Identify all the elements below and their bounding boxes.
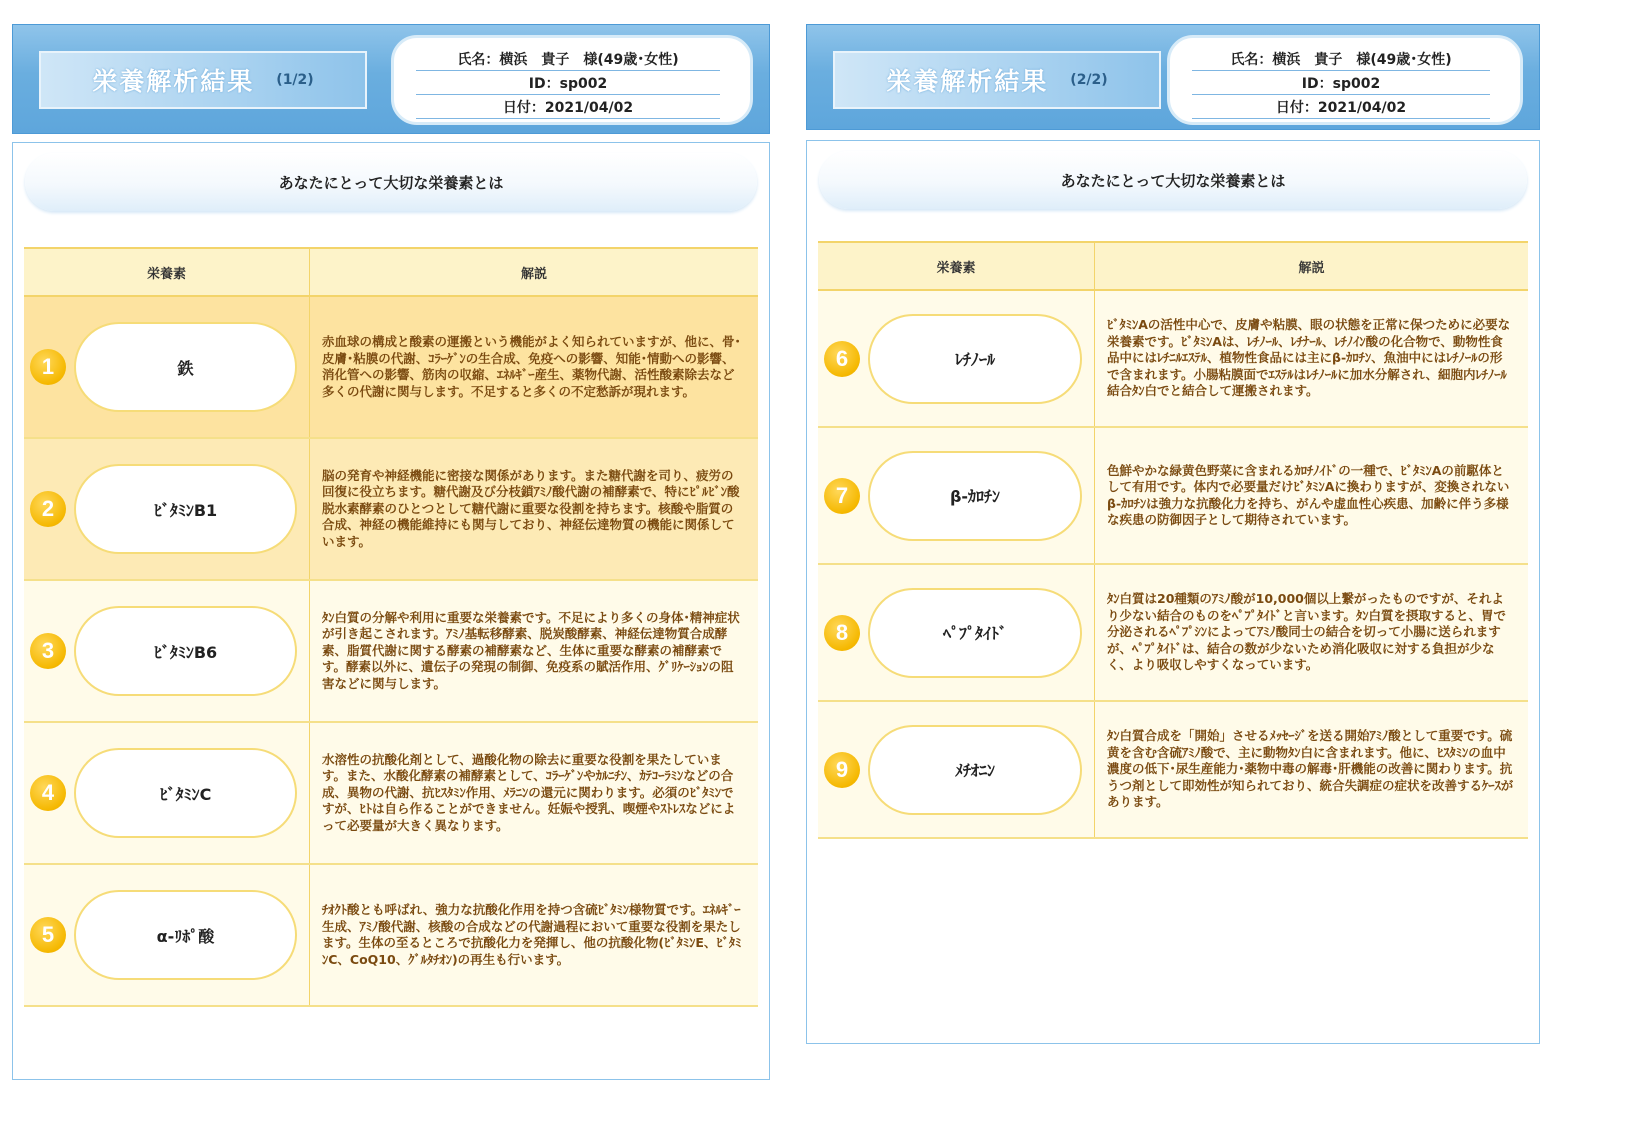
number-badge: 9: [824, 752, 860, 788]
title-box: [39, 51, 367, 109]
patient-info-box: [391, 35, 753, 125]
nutrient-description: 色鮮やかな緑黄色野菜に含まれるｶﾛﾁﾉｲﾄﾞの一種で、ﾋﾞﾀﾐﾝAの前駆体として有用です。体内で必要量だけﾋﾞﾀﾐﾝAに換わりますが、変換されないβ-ｶﾛﾁﾝは強力な抗酸化力を持ち、がんや虚血性心疾患、加齢に伴う多様な疾患の防御因子として期待されています。: [1095, 427, 1529, 564]
report-header: [12, 24, 770, 134]
nutrient-description: 水溶性の抗酸化剤として、過酸化物の除去に重要な役割を果たしています。また、水酸化酵素の補酵素として、ｺﾗｰｹﾞﾝやｶﾙﾆﾁﾝ、ｶﾃｺｰﾗﾐﾝなどの合成、異物の代謝、抗ﾋｽﾀﾐﾝ作用、ﾒﾗﾆﾝの還元に関わります。必須のﾋﾞﾀﾐﾝですが、ﾋﾄは自ら作ることができません。妊娠や授乳、喫煙やｽﾄﾚｽなどによって必要量が大きく異なります。: [310, 722, 759, 864]
nutrient-name: ﾋﾞﾀﾐﾝB1: [74, 464, 297, 554]
nutrient-name: ﾋﾞﾀﾐﾝC: [74, 748, 297, 838]
table-row: [818, 701, 1528, 838]
column-header-description: 解説: [1095, 242, 1529, 290]
nutrient-name: ﾍﾟﾌﾟﾀｲﾄﾞ: [868, 588, 1082, 678]
number-badge: 7: [824, 478, 860, 514]
table-row: [818, 290, 1528, 427]
column-header-description: 解説: [310, 248, 759, 296]
table-row: [24, 722, 758, 864]
table-row: [818, 564, 1528, 701]
nutrient-table: [24, 247, 758, 1007]
nutrient-description: ﾁｵｸﾄ酸とも呼ばれ、強力な抗酸化作用を持つ含硫ﾋﾞﾀﾐﾝ様物質です。ｴﾈﾙｷﾞｰ生成、ｱﾐﾉ酸代謝、核酸の合成などの代謝過程において重要な役割を果たします。生体の至るところで抗酸化力を発揮し、他の抗酸化物(ﾋﾞﾀﾐﾝE、ﾋﾞﾀﾐﾝC、CoQ10、ｸﾞﾙﾀﾁｵﾝ)の再生も行います。: [310, 864, 759, 1006]
report-title: 栄養解析結果: [92, 67, 255, 96]
report-page-1: [12, 24, 770, 1080]
table-row: [24, 580, 758, 722]
section-title: あなたにとって大切な栄養素とは: [819, 151, 1527, 209]
content-frame: [12, 142, 770, 1080]
number-badge: 3: [30, 633, 66, 669]
nutrient-name: 鉄: [74, 322, 297, 412]
table-row: [24, 296, 758, 438]
number-badge: 5: [30, 917, 66, 953]
patient-id: ID：sp002: [416, 74, 720, 95]
number-badge: 2: [30, 491, 66, 527]
nutrient-description: 脳の発育や神経機能に密接な関係があります。また糖代謝を司り、疲労の回復に役立ちます。糖代謝及び分枝鎖ｱﾐﾉ酸代謝の補酵素で、特にﾋﾟﾙﾋﾞﾝ酸脱水素酵素のひとつとして糖代謝に重要な役割を持ちます。核酸や脂質の合成、神経の機能維持にも関与しており、神経伝達物質の機能に関係しています。: [310, 438, 759, 580]
report-page-2: [806, 24, 1540, 1044]
nutrient-name: β-ｶﾛﾁﾝ: [868, 451, 1082, 541]
content-frame: [806, 140, 1540, 1044]
report-header: [806, 24, 1540, 130]
table-header-row: [818, 242, 1528, 290]
patient-id: ID：sp002: [1192, 74, 1490, 95]
report-title: 栄養解析結果: [886, 67, 1049, 96]
nutrient-description: ﾀﾝ白質合成を「開始」させるﾒｯｾｰｼﾞを送る開始ｱﾐﾉ酸として重要です。硫黄を含む含硫ｱﾐﾉ酸で、主に動物ﾀﾝ白に含まれます。他に、ﾋｽﾀﾐﾝの血中濃度の低下･尿生産能力･薬物中毒の解毒･肝機能の改善に関わります。抗うつ剤として即効性が知られており、統合失調症の症状を改善するｹｰｽがあります。: [1095, 701, 1529, 838]
nutrient-name: ﾚﾁﾉｰﾙ: [868, 314, 1082, 404]
patient-name: 氏名：横浜 貴子 様(49歳･女性): [416, 50, 720, 71]
table-row: [24, 864, 758, 1006]
page-number: (1/2): [276, 72, 314, 88]
nutrient-description: ﾀﾝ白質は20種類のｱﾐﾉ酸が10,000個以上繋がったものですが、それより少ない結合のものをﾍﾟﾌﾟﾀｲﾄﾞと言います。ﾀﾝ白質を摂取すると、胃で分泌されるﾍﾟﾌﾟｼﾝによってｱﾐﾉ酸同士の結合を切って小腸に送られますが、ﾍﾟﾌﾟﾀｲﾄﾞは、結合の数が少ないため消化吸収に対する負担が少なく、より吸収しやすくなっています。: [1095, 564, 1529, 701]
nutrient-description: 赤血球の構成と酸素の運搬という機能がよく知られていますが、他に、骨･皮膚･粘膜の代謝、ｺﾗｰｹﾞﾝの生合成、免疫への影響、知能･情動への影響、消化管への影響、筋肉の収縮、ｴﾈﾙｷﾞｰ産生、薬物代謝、活性酸素除去など多くの代謝に関与します。不足すると多くの不定愁訴が現れます。: [310, 296, 759, 438]
number-badge: 6: [824, 341, 860, 377]
table-header-row: [24, 248, 758, 296]
report-date: 日付：2021/04/02: [416, 98, 720, 119]
number-badge: 1: [30, 349, 66, 385]
patient-info-box: [1167, 35, 1523, 125]
report-date: 日付：2021/04/02: [1192, 98, 1490, 119]
nutrient-name: ﾒﾁｵﾆﾝ: [868, 725, 1082, 815]
table-row: [24, 438, 758, 580]
number-badge: 4: [30, 775, 66, 811]
nutrient-name: ﾋﾞﾀﾐﾝB6: [74, 606, 297, 696]
table-row: [818, 427, 1528, 564]
nutrient-table: [818, 241, 1528, 839]
title-box: [833, 51, 1161, 109]
column-header-nutrient: 栄養素: [818, 242, 1095, 290]
section-title: あなたにとって大切な栄養素とは: [25, 153, 757, 211]
number-badge: 8: [824, 615, 860, 651]
column-header-nutrient: 栄養素: [24, 248, 310, 296]
nutrient-description: ﾀﾝ白質の分解や利用に重要な栄養素です。不足により多くの身体･精神症状が引き起こされます。ｱﾐﾉ基転移酵素、脱炭酸酵素、神経伝達物質合成酵素、脂質代謝に関する酵素の補酵素など、生体に重要な酵素の補酵素です。酵素以外に、遺伝子の発現の制御、免疫系の賦活作用、ｸﾞﾘｹｰｼｮﾝの阻害などに関与します。: [310, 580, 759, 722]
nutrient-name: α-ﾘﾎﾟ酸: [74, 890, 297, 980]
patient-name: 氏名：横浜 貴子 様(49歳･女性): [1192, 50, 1490, 71]
nutrient-description: ﾋﾞﾀﾐﾝAの活性中心で、皮膚や粘膜、眼の状態を正常に保つために必要な栄養素です。ﾋﾞﾀﾐﾝAは、ﾚﾁﾉｰﾙ、ﾚﾁﾅｰﾙ、ﾚﾁﾉｲﾝ酸の化合物で、動物性食品中にはﾚﾁﾆﾙｴｽﾃﾙ、植物性食品には主にβ-ｶﾛﾁﾝ、魚油中にはﾚﾁﾉｰﾙの形で含まれます。小腸粘膜面でｴｽﾃﾙはﾚﾁﾉｰﾙに加水分解され、細胞内ﾚﾁﾉｰﾙ結合ﾀﾝ白でと結合して運搬されます。: [1095, 290, 1529, 427]
page-number: (2/2): [1070, 72, 1108, 88]
